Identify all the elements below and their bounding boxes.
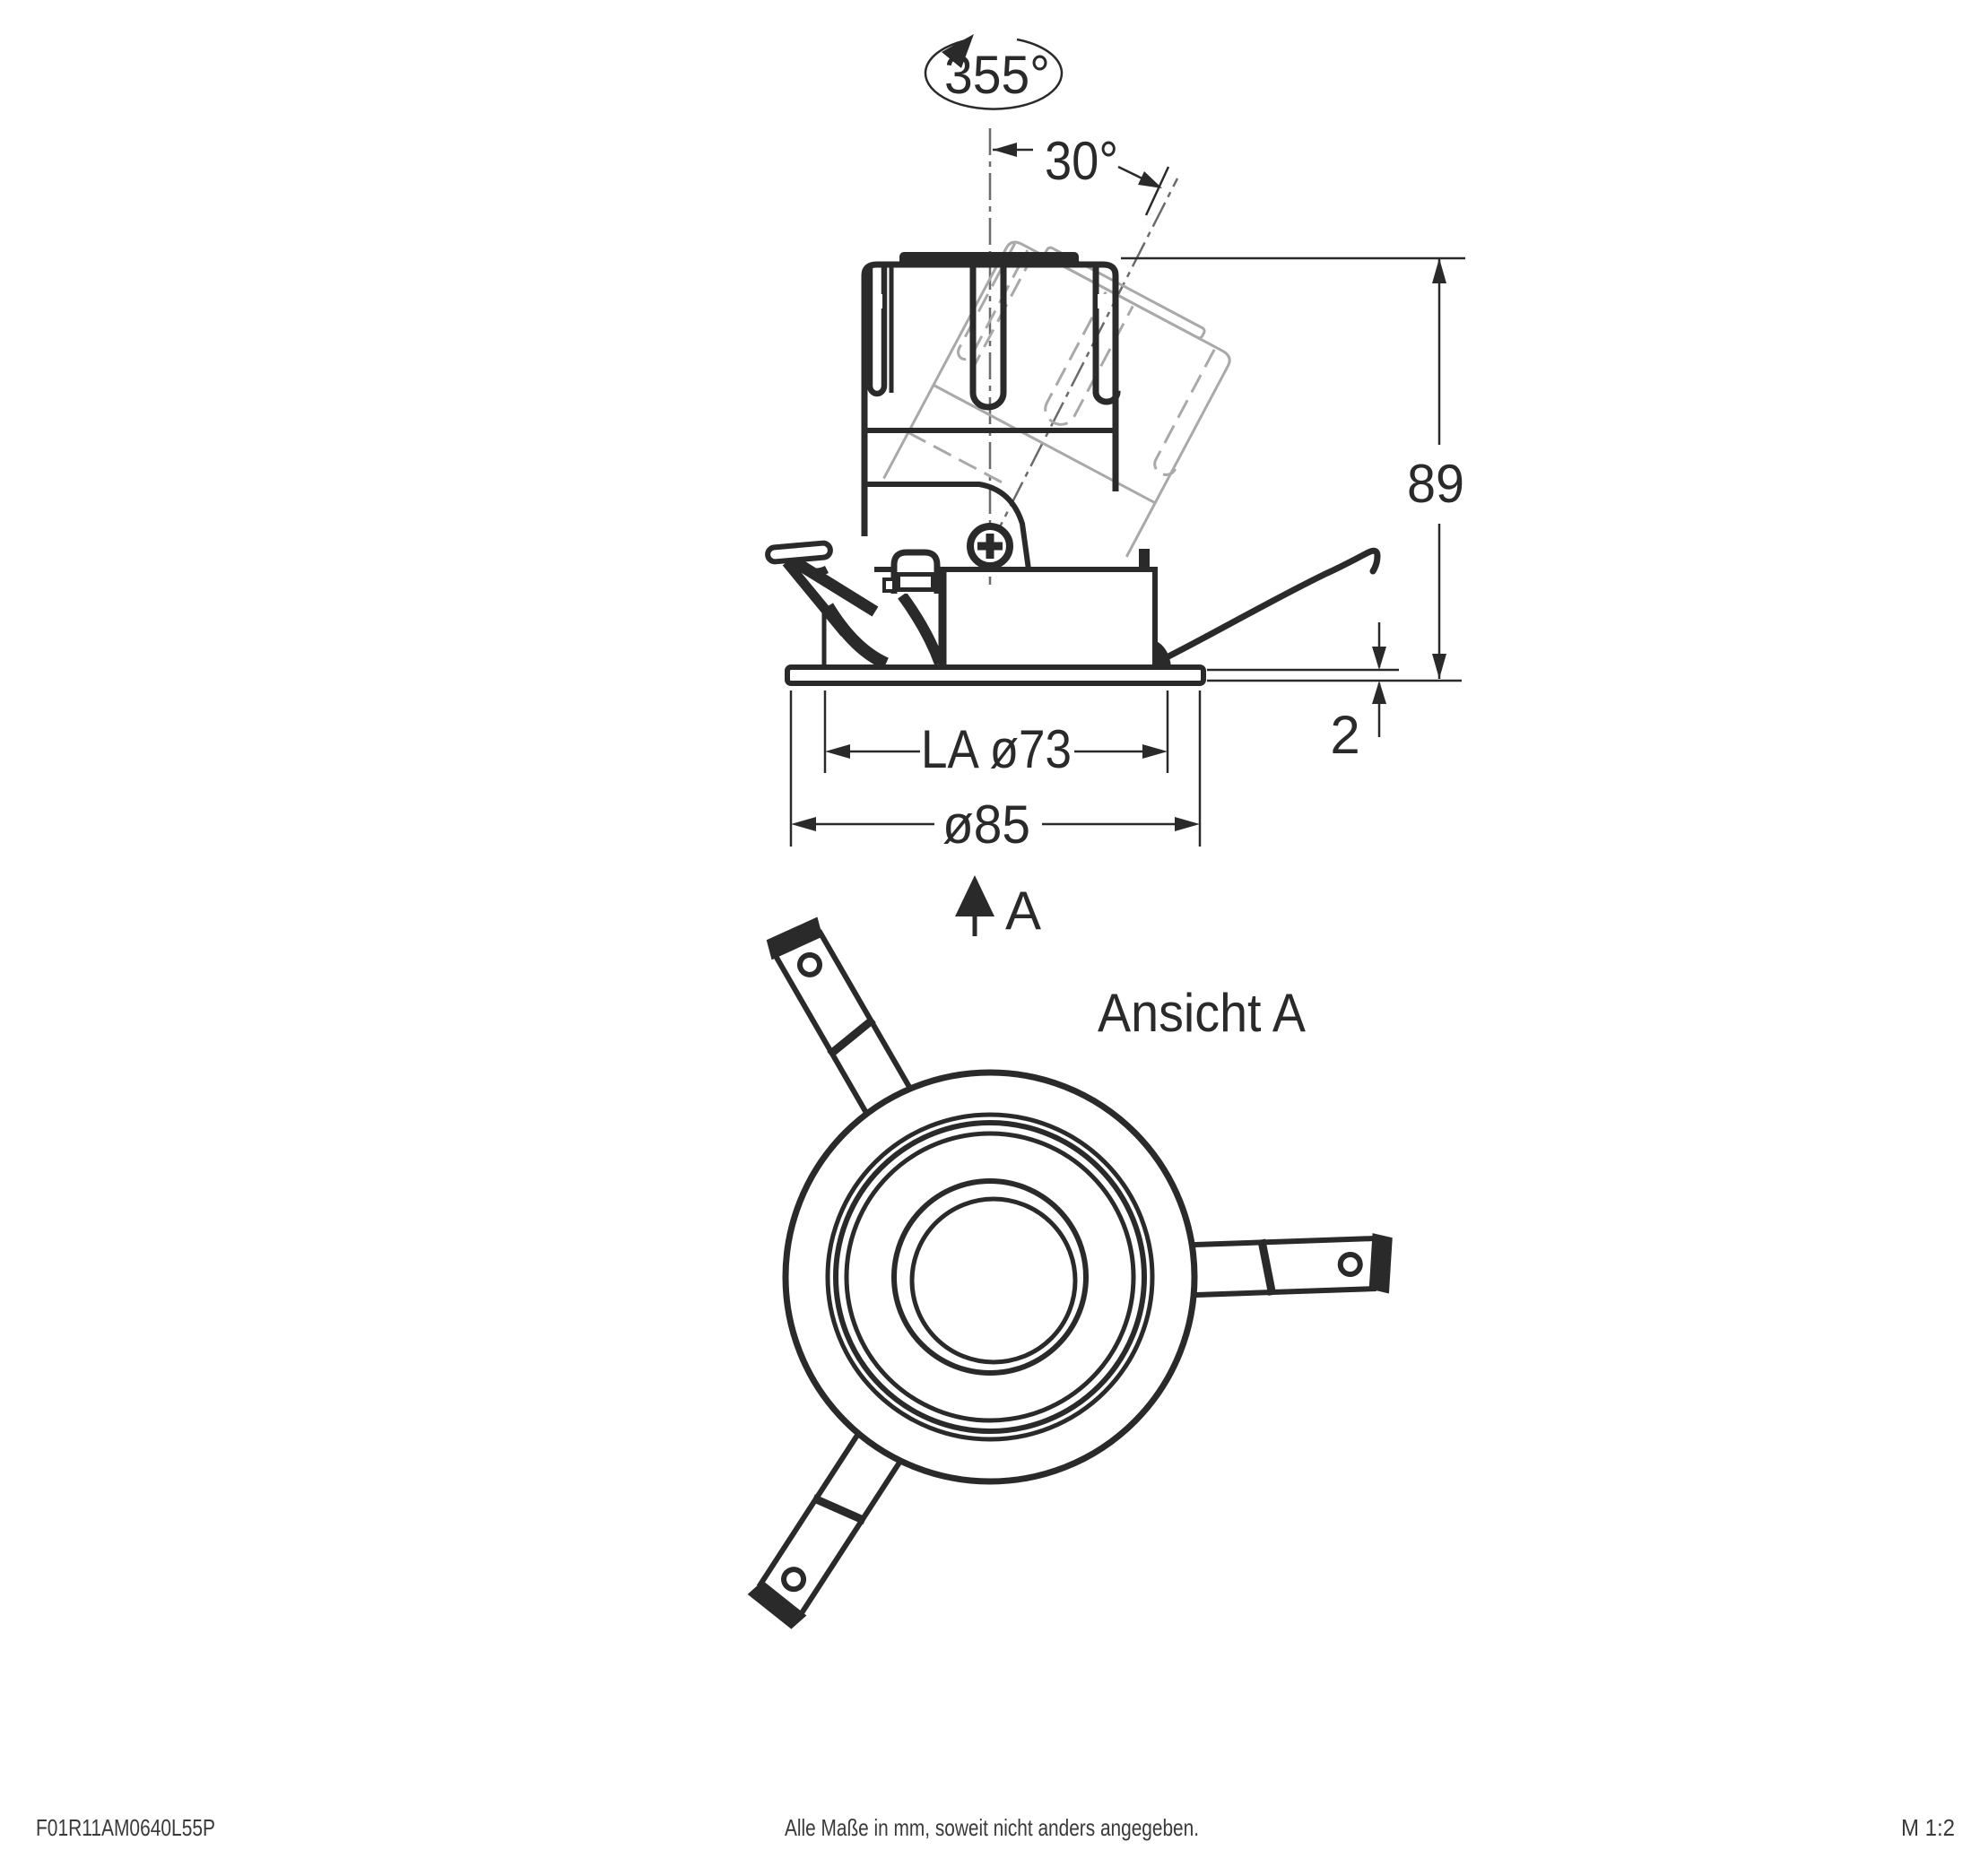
footer — [36, 1814, 1955, 1841]
clip-bracket-slot — [900, 577, 931, 587]
arm-hole — [1340, 1255, 1360, 1275]
cable-tab — [1139, 549, 1150, 569]
diameter-label: ø85 — [942, 795, 1030, 855]
arm-edge-bottom — [819, 931, 910, 1090]
clip-hook — [803, 565, 827, 572]
wire-spring-right — [1161, 551, 1377, 660]
side-view — [767, 34, 1465, 941]
arm-divider — [1262, 1239, 1272, 1295]
aperture-inner-circle — [912, 1199, 1075, 1362]
ghost-middle-slot — [1040, 291, 1133, 430]
clip-handle-bar — [767, 543, 830, 562]
tilted-centerline — [990, 178, 1177, 546]
tilt-label: 30° — [1045, 131, 1118, 191]
left-fin-slot — [870, 267, 884, 394]
cutout-label: LA ø73 — [921, 719, 1072, 779]
trim-flange — [787, 667, 1203, 683]
view-arrowhead-icon — [955, 875, 994, 916]
scale-label: M 1:2 — [1901, 1814, 1955, 1841]
mounting-spring-arm-right — [1192, 1232, 1394, 1300]
tilt-arrowhead-right-icon — [1138, 171, 1162, 188]
tilted-ghost-body — [884, 229, 1240, 597]
pivot-screw — [970, 526, 1010, 566]
dimension-note: Alle Maße in mm, soweit nicht anders angegeben. — [785, 1814, 1199, 1841]
arm-divider — [813, 1490, 864, 1528]
cutout-dimension — [825, 690, 1168, 779]
ghost-midband-line — [908, 432, 1010, 486]
view-direction-arrow — [955, 875, 1041, 941]
rotation-dimension — [925, 34, 1062, 109]
aperture-outer-circle — [894, 1181, 1086, 1373]
tilt-arrowhead-left-icon — [993, 143, 1017, 157]
cutout-arrowhead-right-icon — [1142, 744, 1168, 759]
flange-thickness-label: 2 — [1330, 705, 1360, 765]
tilt-extension-tick — [1146, 167, 1168, 215]
height-arrowhead-top-icon — [1432, 258, 1446, 283]
arm-hole — [780, 1566, 807, 1593]
flange-inner-circle — [828, 1115, 1152, 1439]
diameter-arrowhead-left-icon — [791, 817, 816, 831]
arm-end-cap — [1368, 1232, 1394, 1294]
mounting-spring-arm-upper-left — [762, 912, 916, 1116]
bezel-ring-inner — [847, 1133, 1133, 1420]
view-arrow-label: A — [1005, 881, 1042, 941]
bezel-ring-outer — [836, 1123, 1144, 1431]
ghost-outline — [884, 239, 1233, 596]
mounting-spring-arm-lower-left — [744, 1430, 905, 1632]
arm-divider — [825, 1020, 878, 1055]
top-view-title: Ansicht A — [1098, 983, 1306, 1043]
height-label: 89 — [1407, 454, 1464, 514]
tilt-dimension — [993, 131, 1162, 191]
rotation-label: 355° — [944, 45, 1050, 105]
ghost-right-slot — [1151, 350, 1234, 479]
clip-latch — [884, 579, 894, 591]
left-fin-notch — [873, 294, 882, 308]
clip-spring-curve-left — [828, 606, 886, 664]
top-view — [744, 912, 1394, 1632]
arm-edge-top — [801, 1461, 900, 1614]
thickness-arrowhead-down-icon — [1372, 647, 1386, 670]
right-fin-notch — [1098, 294, 1107, 308]
cutout-arrowhead-left-icon — [825, 744, 850, 759]
product-code: F01R11AM0640L55P — [36, 1814, 215, 1841]
arm-edge-top — [1192, 1238, 1375, 1245]
diameter-arrowhead-right-icon — [1175, 817, 1200, 831]
arm-hole — [796, 951, 823, 978]
mounting-clip-left — [767, 543, 940, 667]
height-arrowhead-bottom-icon — [1432, 654, 1446, 679]
clip-spring-curve-right — [902, 595, 940, 664]
arm-edge-bottom — [1194, 1289, 1376, 1295]
flange-thickness-dimension — [1207, 622, 1462, 765]
thickness-arrowhead-up-icon — [1372, 681, 1386, 704]
